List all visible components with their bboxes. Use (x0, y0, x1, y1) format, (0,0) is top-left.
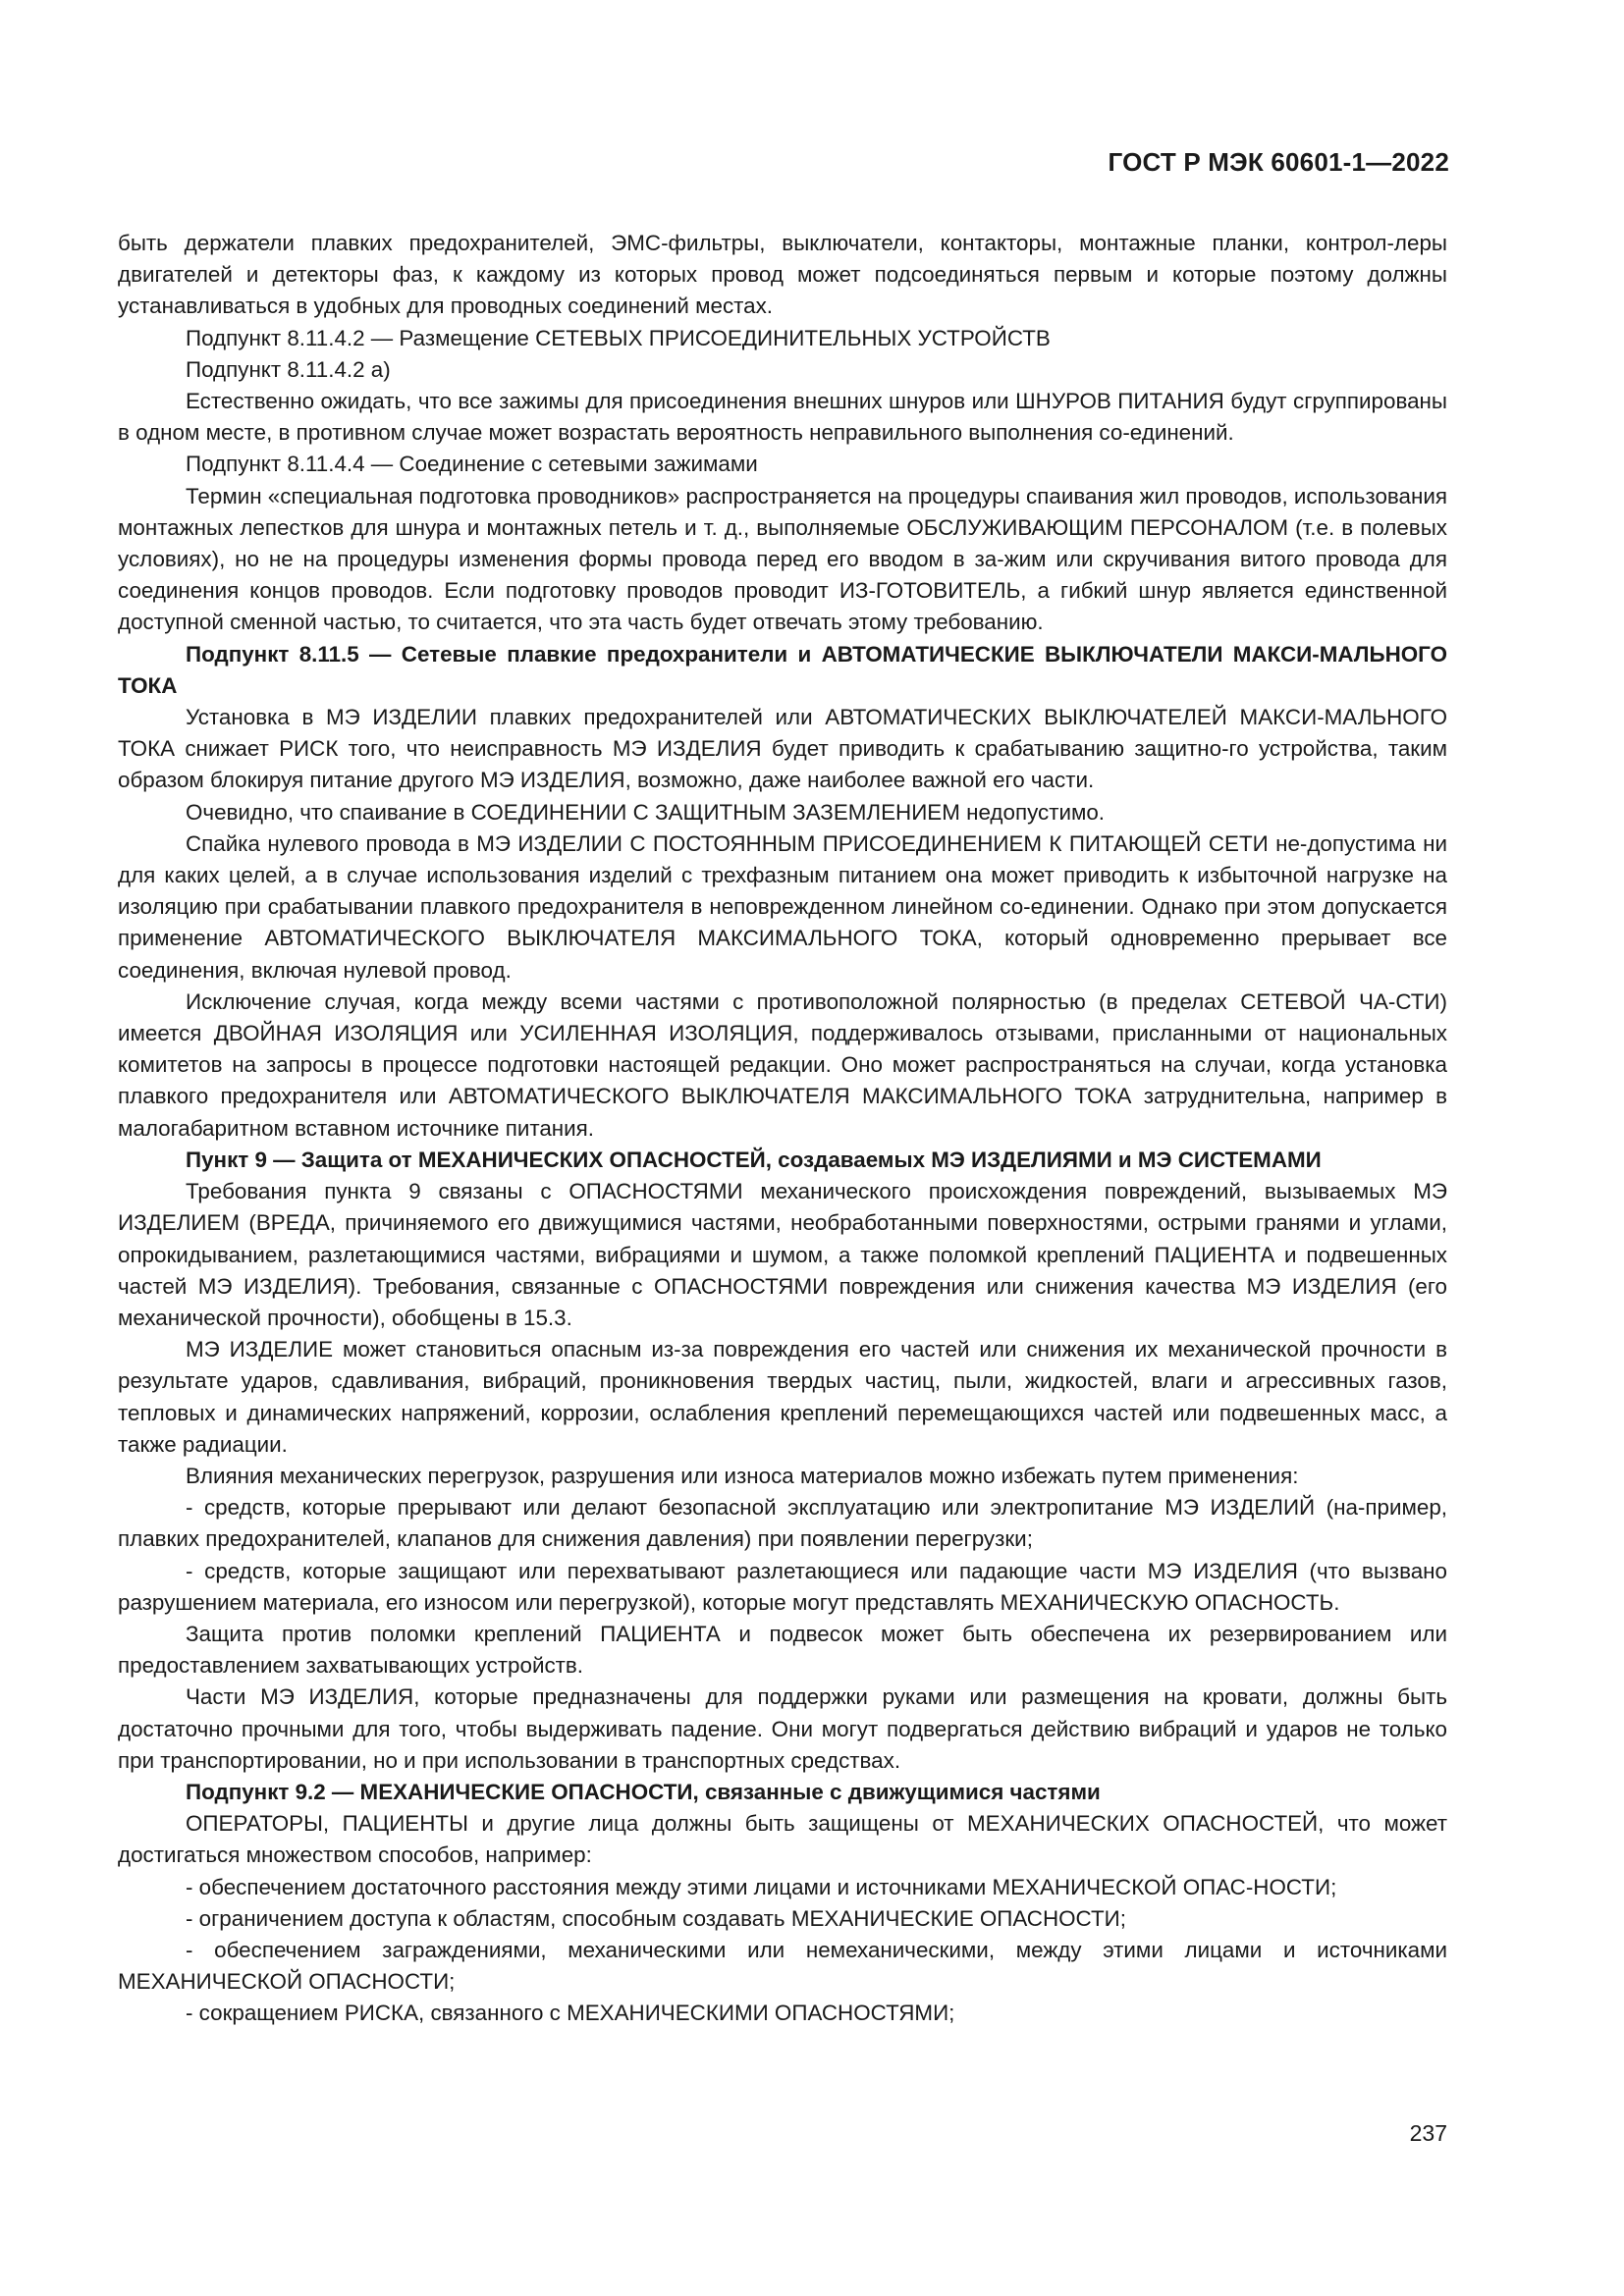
paragraph-9: Очевидно, что спаивание в СОЕДИНЕНИИ С ЗАЩИТНЫМ ЗАЗЕМЛЕНИЕМ недопустимо. (186, 799, 1106, 825)
list-item-3: - обеспечением достаточного расстояния между этими лицами и источниками МЕХАНИЧЕСКОЙ ОПАС-НОСТИ; (186, 1874, 1337, 1899)
paragraph-19: Части МЭ ИЗДЕЛИЯ, которые предназначены для поддержки руками или размещения на кровати, должны быть достаточно прочными для того, чтобы выдерживать падение. Они могут подвергаться действию вибраций и ударов не только при транспортировании, но и при использовании в транспортных средствах. (118, 1684, 1447, 1773)
paragraph-3: Подпункт 8.11.4.2 а) (186, 356, 391, 382)
paragraph-6: Термин «специальная подготовка проводников» распространяется на процедуры спаивания жил проводов, использования монтажных лепестков для шнура и монтажных петель и т. д., выполняемые ОБСЛУЖИВАЮЩИМ ПЕРСОНАЛОМ (т.е. в полевых условиях), но не на процедуры изменения формы провода перед его вводом в за-жим или скручивания витого провода для соединения концов проводов. Если подготовку проводов проводит ИЗ-ГОТОВИТЕЛЬ, а гибкий шнур является единственной доступной сменной частью, то считается, что эта часть будет отвечать этому требованию. (118, 483, 1447, 635)
list-item-1: - средств, которые прерывают или делают безопасной эксплуатацию или электропитание МЭ ИЗДЕЛИЙ (на-пример, плавких предохранителей, клапанов для снижения давления) при появлении перегрузки; (118, 1495, 1447, 1552)
list-item-5: - обеспечением заграждениями, механическими или немеханическими, между этими лицами и источниками МЕХАНИЧЕСКОЙ ОПАСНОСТИ; (118, 1937, 1447, 1995)
paragraph-1: быть держатели плавких предохранителей, ЭМС-фильтры, выключатели, контакторы, монтажные планки, контрол-леры двигателей и детекторы фаз, к каждому из которых провод может подсоединяться первым и которые поэтому должны устанавливаться в удобных для проводных соединений местах. (118, 231, 1447, 319)
paragraph-14: МЭ ИЗДЕЛИЕ может становиться опасным из-за повреждения его частей или снижения их механической прочности в результате ударов, сдавливания, вибраций, проникновения твердых частиц, пыли, жидкостей, влаги и агрессивных газов, тепловых и динамических напряжений, коррозии, ослабления креплений перемещающихся частей или подвешенных масс, а также радиации. (118, 1337, 1447, 1457)
paragraph-15: Влияния механических перегрузок, разрушения или износа материалов можно избежать путем применения: (186, 1463, 1299, 1488)
section-heading-8-11-5: Подпункт 8.11.5 — Сетевые плавкие предохранители и АВТОМАТИЧЕСКИЕ ВЫКЛЮЧАТЕЛИ МАКСИ-МАЛЬНОГО ТОКА (118, 641, 1447, 698)
paragraph-5: Подпункт 8.11.4.4 — Соединение с сетевыми зажимами (186, 452, 758, 477)
page-number: 237 (1409, 2120, 1447, 2146)
list-item-6: - сокращением РИСКА, связанного с МЕХАНИЧЕСКИМИ ОПАСНОСТЯМИ; (186, 2001, 955, 2026)
paragraph-10: Спайка нулевого провода в МЭ ИЗДЕЛИИ С ПОСТОЯННЫМ ПРИСОЕДИНЕНИЕМ К ПИТАЮЩЕЙ СЕТИ не-допустима ни для каких целей, а в случае использования изделий с трехфазным питанием она может приводить к избыточной нагрузке на изоляцию при срабатывании плавкого предохранителя в неповрежденном линейном со-единении. Однако при этом допускается применение АВТОМАТИЧЕСКОГО ВЫКЛЮЧАТЕЛЯ МАКСИМАЛЬНОГО ТОКА, который одновременно прерывает все соединения, включая нулевой провод. (118, 830, 1447, 983)
standard-header: ГОСТ Р МЭК 60601-1—2022 (1108, 147, 1449, 177)
paragraph-21: ОПЕРАТОРЫ, ПАЦИЕНТЫ и другие лица должны быть защищены от МЕХАНИЧЕСКИХ ОПАСНОСТЕЙ, что может достигаться множеством способов, например: (118, 1811, 1447, 1868)
paragraph-11: Исключение случая, когда между всеми частями с противоположной полярностью (в пределах СЕТЕВОЙ ЧА-СТИ) имеется ДВОЙНАЯ ИЗОЛЯЦИЯ или УСИЛЕННАЯ ИЗОЛЯЦИЯ, поддерживалось отзывами, присланными от национальных комитетов на запросы в процессе подготовки настоящей редакции. Оно может распространяться на случаи, когда установка плавкого предохранителя или АВТОМАТИЧЕСКОГО ВЫКЛЮЧАТЕЛЯ МАКСИМАЛЬНОГО ТОКА затруднительна, например в малогабаритном вставном источнике питания. (118, 988, 1447, 1141)
paragraph-4: Естественно ожидать, что все зажимы для присоединения внешних шнуров или ШНУРОВ ПИТАНИЯ будут сгруппированы в одном месте, в противном случае может возрастать вероятность неправильного выполнения со-единений. (118, 389, 1447, 446)
paragraph-2: Подпункт 8.11.4.2 — Размещение СЕТЕВЫХ ПРИСОЕДИНИТЕЛЬНЫХ УСТРОЙСТВ (186, 325, 1051, 350)
document-body (118, 228, 1447, 2030)
section-heading-9-2: Подпункт 9.2 — МЕХАНИЧЕСКИЕ ОПАСНОСТИ, связанные с движущимися частями (186, 1779, 1101, 1804)
list-item-2: - средств, которые защищают или перехватывают разлетающиеся или падающие части МЭ ИЗДЕЛИЯ (что вызвано разрушением материала, его износом или перегрузкой), которые могут представлять МЕХАНИЧЕСКУЮ ОПАСНОСТЬ. (118, 1558, 1447, 1615)
paragraph-18: Защита против поломки креплений ПАЦИЕНТА и подвесок может быть обеспечена их резервированием или предоставлением захватывающих устройств. (118, 1621, 1447, 1679)
list-item-4: - ограничением доступа к областям, способным создавать МЕХАНИЧЕСКИЕ ОПАСНОСТИ; (186, 1905, 1126, 1931)
section-heading-9: Пункт 9 — Защита от МЕХАНИЧЕСКИХ ОПАСНОСТЕЙ, создаваемых МЭ ИЗДЕЛИЯМИ и МЭ СИСТЕМАМИ (186, 1147, 1322, 1172)
paragraph-8: Установка в МЭ ИЗДЕЛИИ плавких предохранителей или АВТОМАТИЧЕСКИХ ВЫКЛЮЧАТЕЛЕЙ МАКСИ-МАЛЬНОГО ТОКА снижает РИСК того, что неисправность МЭ ИЗДЕЛИЯ будет приводить к срабатыванию защитно-го устройства, таким образом блокируя питание другого МЭ ИЗДЕЛИЯ, возможно, даже наиболее важной его части. (118, 705, 1447, 793)
paragraph-13: Требования пункта 9 связаны с ОПАСНОСТЯМИ механического происхождения повреждений, вызываемых МЭ ИЗДЕЛИЕМ (ВРЕДА, причиняемого его движущимися частями, необработанными поверхностями, острыми гранями и углами, опрокидыванием, разлетающимися частями, вибрациями и шумом, а также поломкой креплений ПАЦИЕНТА и подвешенных частей МЭ ИЗДЕЛИЯ). Требования, связанные с ОПАСНОСТЯМИ повреждения или снижения качества МЭ ИЗДЕЛИЯ (его механической прочности), обобщены в 15.3. (118, 1179, 1447, 1330)
